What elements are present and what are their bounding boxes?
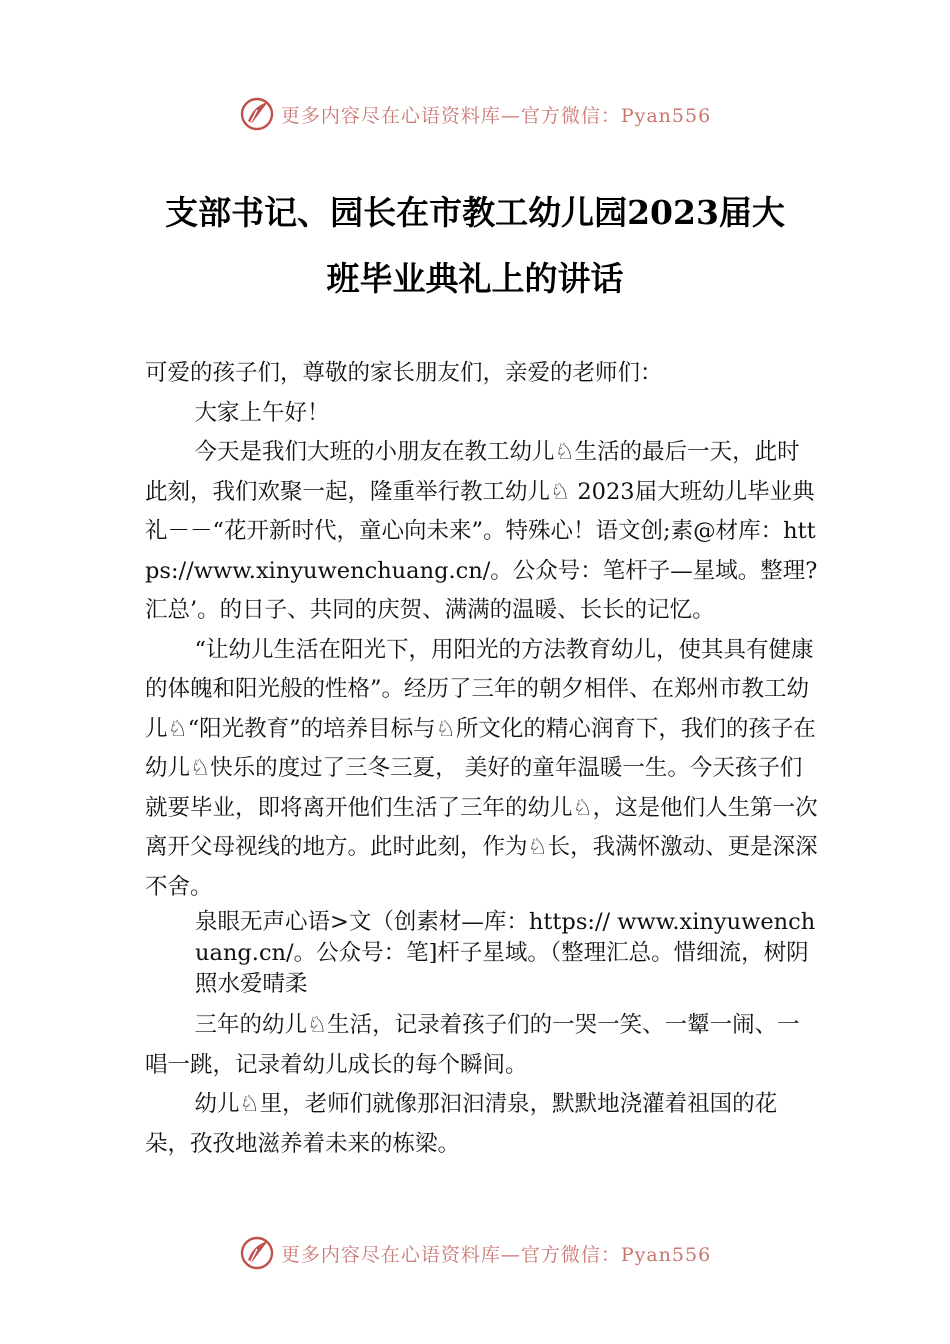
banner-text: 更多内容尽在心语资料库—官方微信：Pyan556 <box>280 1243 712 1266</box>
title-line-1: 支部书记、园长在市教工幼儿园2023届大 <box>165 193 785 232</box>
banner-text: 更多内容尽在心语资料库—官方微信：Pyan556 <box>280 104 712 127</box>
logo-icon <box>239 96 275 132</box>
document-body <box>145 354 820 1164</box>
paragraph-2: “让幼儿生活在阳光下，用阳光的方法教育幼儿，使其具有健康的体魄和阳光般的性格”。经历了三年的朝夕相伴、在郑州市教工幼儿♘“阳光教育”的培养目标与♘所文化的精心润育下，我们的孩子在幼儿♘快乐的度过了三冬三夏， 美好的童年温暖一生。今天孩子们就要毕业，即将离开他们生活了三年的幼儿♘，这是他们人生第一次离开父母视线的地方。此时此刻，作为♘长，我满怀激动、更是深深不舍。 <box>145 636 818 900</box>
quote-block: 泉眼无声心语>文（创素材—库：https:// www.xinyuwenchuang.cn/。公众号：笔]杆子星域。（整理汇总。惜细流，树阴照水爱晴柔 <box>195 909 816 997</box>
greeting: 大家上午好！ <box>194 399 330 426</box>
paragraph-3: 三年的幼儿♘生活，记录着孩子们的一哭一笑、一颦一闹、一唱一跳，记录着幼儿成长的每个瞬间。 <box>145 1012 800 1078</box>
footer-banner <box>0 1231 950 1275</box>
logo-icon <box>239 1235 275 1271</box>
page-title <box>130 180 820 312</box>
header-banner <box>0 92 950 136</box>
paragraph-4: 幼儿♘里，老师们就像那汩汩清泉，默默地浇灌着祖国的花朵，孜孜地滋养着未来的栋梁。 <box>145 1091 778 1157</box>
paragraph-1: 今天是我们大班的小朋友在教工幼儿♘生活的最后一天，此时此刻，我们欢聚一起，隆重举行教工幼儿♘ 2023届大班幼儿毕业典礼－－“花开新时代，童心向未来”。特殊心！语文创;素@材库：https://www.xinyuwenchuang.cn/。公众号：笔杆子—星域。整理?汇总’。的日子、共同的庆贺、满满的温暖、长长的记忆。 <box>145 439 818 623</box>
title-line-2: 班毕业典礼上的讲话 <box>326 259 624 298</box>
salutation: 可爱的孩子们，尊敬的家长朋友们，亲爱的老师们： <box>145 360 663 386</box>
